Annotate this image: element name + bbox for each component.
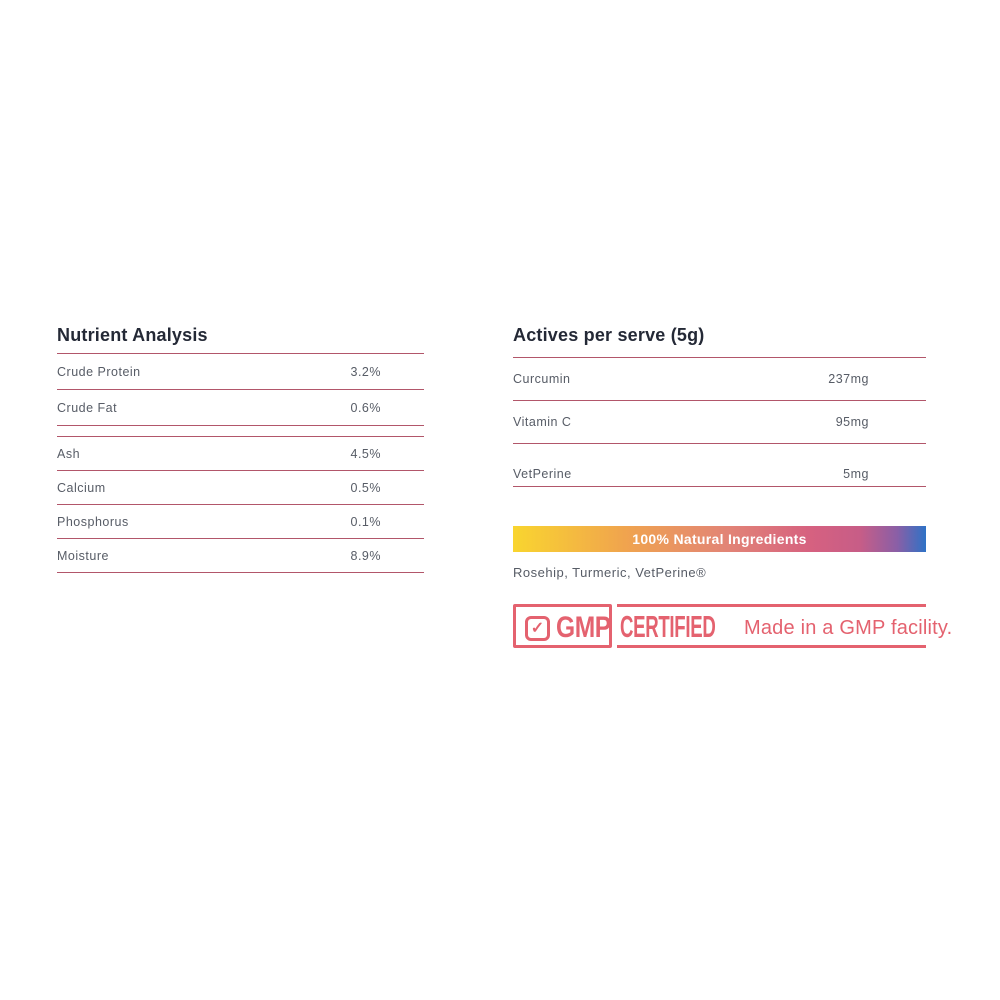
- nutrient-analysis-section: [57, 325, 424, 573]
- nutrient-label: Crude Fat: [57, 400, 118, 415]
- nutrient-label: Moisture: [57, 548, 109, 563]
- actives-table: [513, 357, 926, 487]
- table-row: [57, 354, 424, 390]
- natural-ingredients-banner-label: 100% Natural Ingredients: [632, 531, 807, 547]
- gmp-certified-badge: [513, 604, 953, 648]
- table-row: [57, 390, 424, 426]
- table-row: [513, 444, 926, 487]
- nutrient-value: 4.5%: [350, 446, 381, 461]
- gmp-facility-note: Made in a GMP facility.: [744, 617, 953, 639]
- table-row: [513, 401, 926, 444]
- checkbox-check-icon: ✓: [525, 616, 550, 641]
- table-row: [57, 471, 424, 505]
- nutrient-label: Crude Protein: [57, 364, 141, 379]
- nutrient-table-group-2: [57, 436, 424, 573]
- nutrient-value: 3.2%: [350, 364, 381, 379]
- table-row: [57, 505, 424, 539]
- active-value: 95mg: [835, 415, 869, 429]
- gmp-box: [513, 604, 612, 648]
- nutrient-value: 0.1%: [350, 514, 381, 529]
- nutrient-table-group-1: [57, 353, 424, 426]
- nutrient-label: Calcium: [57, 480, 106, 495]
- natural-ingredients-banner: [513, 526, 926, 552]
- nutrient-label: Ash: [57, 446, 81, 461]
- active-value: 237mg: [828, 372, 869, 386]
- ingredients-note: Rosehip, Turmeric, VetPerine®: [513, 565, 707, 580]
- table-group-divider-gap: [57, 426, 424, 428]
- table-row: [57, 539, 424, 573]
- certified-strip: [617, 604, 953, 648]
- active-value: 5mg: [843, 467, 869, 481]
- actives-title: Actives per serve (5g): [513, 325, 705, 345]
- gmp-label: GMP: [556, 611, 611, 644]
- table-row: [513, 358, 926, 401]
- actives-section: [513, 325, 953, 648]
- nutrient-value: 8.9%: [350, 548, 381, 563]
- active-label: Vitamin C: [513, 415, 572, 429]
- active-label: Curcumin: [513, 372, 571, 386]
- nutrient-label: Phosphorus: [57, 514, 129, 529]
- table-row: [57, 437, 424, 471]
- nutrient-value: 0.5%: [350, 480, 381, 495]
- active-label: VetPerine: [513, 467, 572, 481]
- certified-label: CERTIFIED: [620, 609, 716, 644]
- nutrient-analysis-title: Nutrient Analysis: [57, 325, 208, 345]
- nutrient-value: 0.6%: [350, 400, 381, 415]
